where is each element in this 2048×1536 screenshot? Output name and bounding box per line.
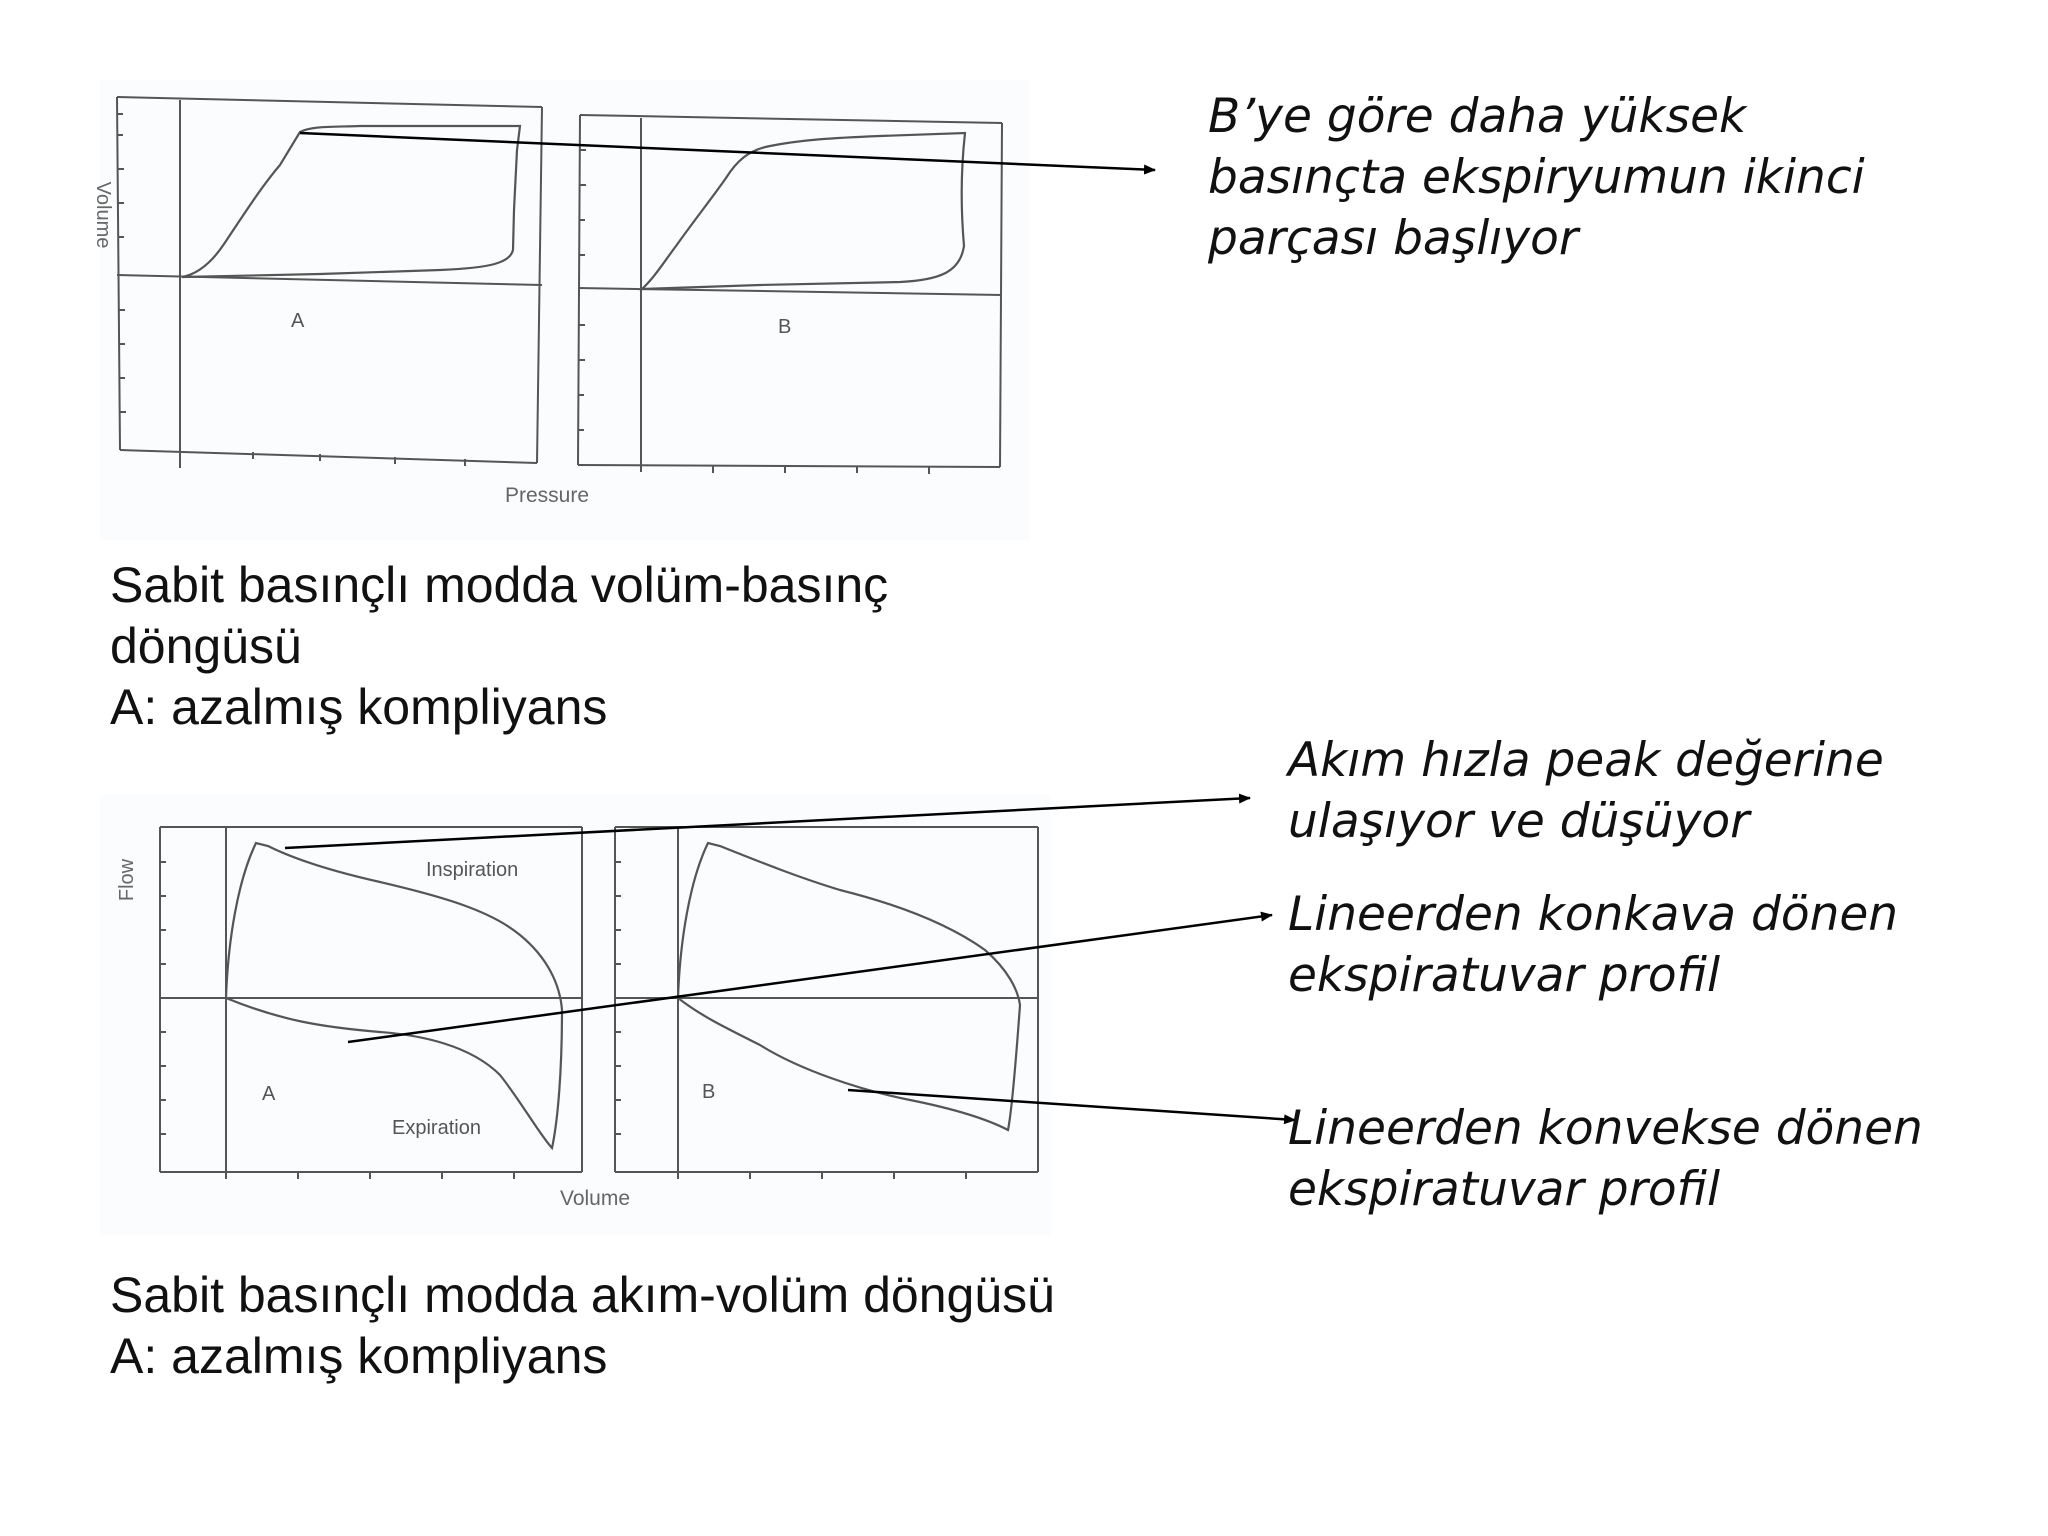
pressure-volume-figure — [92, 80, 1030, 540]
fv-panel-b-label: B — [702, 1081, 716, 1103]
caption-line: döngüsü — [110, 618, 302, 674]
flow-volume-figure — [100, 795, 1050, 1235]
note-concave-profile — [1288, 884, 1898, 1006]
fv-x-axis-label: Volume — [559, 1187, 631, 1210]
inspiration-label: Inspiration — [426, 859, 519, 881]
note-line: parçası başlıyor — [1208, 211, 1579, 266]
note-line: ekspiratuvar profil — [1288, 1162, 1721, 1217]
note-line: Lineerden konvekse dönen — [1288, 1101, 1923, 1156]
note-line: Lineerden konkava dönen — [1288, 887, 1899, 942]
note-expiration-second-part — [1208, 86, 1865, 269]
expiration-label: Expiration — [392, 1117, 481, 1139]
pv-caption — [110, 555, 888, 738]
figure-background — [100, 795, 1050, 1235]
note-line: Akım hızla peak değerine — [1288, 733, 1884, 788]
note-convex-profile — [1288, 1098, 1923, 1220]
note-flow-peak — [1288, 730, 1884, 852]
caption-line: A: azalmış kompliyans — [110, 679, 608, 735]
pv-y-axis-label: Volume — [92, 181, 114, 249]
caption-line: Sabit basınçlı modda akım-volüm döngüsü — [110, 1267, 1055, 1323]
fv-y-axis-label: Flow — [116, 858, 138, 902]
note-line: basınçta ekspiryumun ikinci — [1208, 150, 1865, 205]
note-line: ekspiratuvar profil — [1288, 948, 1721, 1003]
pv-panel-b-label: B — [778, 316, 792, 338]
note-line: B’ye göre daha yüksek — [1208, 89, 1747, 144]
figure-background — [100, 80, 1030, 540]
fv-panel-a-label: A — [262, 1083, 276, 1105]
pv-panel-a-label: A — [291, 310, 305, 332]
caption-line: Sabit basınçlı modda volüm-basınç — [110, 557, 889, 613]
note-line: ulaşıyor ve düşüyor — [1288, 794, 1750, 849]
fv-caption — [110, 1265, 1055, 1387]
pv-x-axis-label: Pressure — [504, 484, 590, 507]
caption-line: A: azalmış kompliyans — [110, 1328, 608, 1384]
